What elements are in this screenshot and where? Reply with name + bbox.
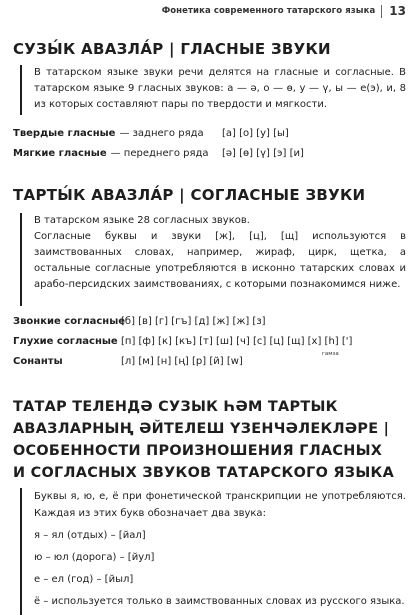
hard-vowels-label: Твердые гласные — [13, 128, 116, 139]
soft-vowels-label: Мягкие гласные — [13, 148, 107, 159]
features-heading-line: ТАТАР ТЕЛЕНДӘ СУЗЫК ҺӘМ ТАРТЫК — [13, 399, 338, 415]
consonants-count-line: В татарском языке 28 согласных звуков. — [34, 215, 250, 226]
example-ya: я – ял (отдых) – [йал] — [34, 530, 146, 541]
sonants-row — [13, 354, 403, 370]
voiced-consonants-row — [13, 314, 403, 330]
hard-vowels-row — [13, 126, 204, 142]
vowels-paragraph: В татарском языке звуки речи делятся на гласные и согласные. В татарском языке 9 гласных звуков: а — ә, о — ө, у — ү, ы — е(э), и, 8 из которых составляют пары по твердости и мягкости. — [34, 67, 406, 110]
features-intro: Буквы я, ю, е, ё при фонетической транскрипции не употребляются. Каждая из этих букв обозначает два звука: — [34, 491, 406, 519]
hard-vowels-desc: — заднего ряда — [119, 128, 204, 139]
voiceless-consonants-row — [13, 334, 403, 350]
running-title: Фонетика современного татарского языка — [161, 6, 376, 16]
vowels-text-block — [20, 65, 406, 115]
sonants-list: [л] [м] [н] [ң] [р] [й] [w] — [121, 356, 243, 367]
voiced-consonants-list: [б] [в] [г] [гъ] [д] [ж] [ж] [з] — [121, 316, 266, 327]
features-text-block — [20, 488, 406, 615]
example-yo: ё – используется только в заимствованных словах из русского языка. — [34, 596, 405, 607]
vowels-heading: СУЗЫ́К АВАЗЛА́Р | ГЛАСНЫЕ ЗВУКИ — [13, 40, 331, 58]
soft-vowels-row — [13, 146, 209, 162]
features-heading-line: И СОГЛАСНЫХ ЗВУКОВ ТАТАРСКОГО ЯЗЫКА — [13, 465, 395, 481]
example-yu: ю – юл (дорога) – [йул] — [34, 552, 155, 563]
features-heading-line: АВАЗЛАРНЫҢ ӘЙТЕЛЕШ ҮЗЕНЧӘЛЕКЛӘРЕ | — [13, 421, 390, 437]
soft-vowels-list: [ә] [ө] [ү] [э] [и] — [222, 148, 304, 159]
soft-vowels-desc: — переднего ряда — [110, 148, 209, 159]
consonants-heading: ТАРТЫ́К АВАЗЛА́Р | СОГЛАСНЫЕ ЗВУКИ — [13, 186, 366, 204]
features-heading — [13, 396, 394, 484]
consonants-text-block — [20, 213, 406, 306]
page-number: 13 — [389, 4, 406, 18]
consonants-paragraph: Согласные буквы и звуки [ж], [ц], [щ] используются в заимствованных словах, например, жираф, цирк, щетка, а остальные согласные употребляются в исконно татарских словах и арабо-персидских заимствованиях, с которыми познакомимся ниже. — [34, 231, 406, 290]
voiceless-consonants-list: [п] [ф] [к] [къ] [т] [ш] [ч] [с] [ц] [щ] [х] [h] ['] — [121, 336, 353, 347]
voiced-consonants-label: Звонкие согласные — [13, 316, 126, 327]
hard-vowels-list: [а] [о] [у] [ы] — [222, 128, 289, 139]
example-ye: е – ел (год) – [йыл] — [34, 574, 134, 585]
page-header — [0, 0, 416, 22]
features-heading-line: ОСОБЕННОСТИ ПРОИЗНОШЕНИЯ ГЛАСНЫХ — [13, 443, 383, 459]
voiceless-consonants-label: Глухие согласные — [13, 336, 118, 347]
sonants-label: Сонанты — [13, 356, 63, 367]
hamza-note: гамза — [322, 351, 339, 357]
header-divider — [381, 5, 382, 18]
